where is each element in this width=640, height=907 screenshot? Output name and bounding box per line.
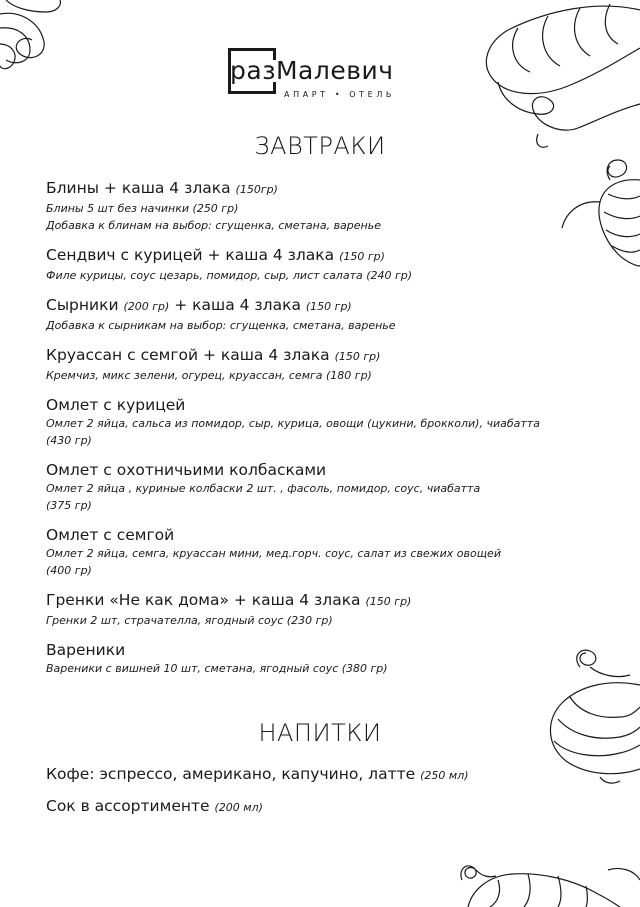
- item-desc: Филе курицы, соус цезарь, помидор, сыр, лист салата (240 гр): [46, 269, 413, 282]
- item-desc: Омлет 2 яйца, семга, круассан мини, мед.горч. соус, салат из свежих овощей: [46, 547, 501, 560]
- drink-item: [46, 765, 469, 783]
- menu-item: [46, 295, 621, 334]
- item-desc: Омлет 2 яйца , куриные колбаски 2 шт. , фасоль, помидор, соус, чиабатта: [46, 482, 481, 495]
- menu-item: [46, 345, 621, 384]
- logo-name: разМалевич: [230, 56, 394, 85]
- item-desc: Гренки 2 шт, страчателла, ягодный соус (230 гр): [46, 614, 333, 627]
- item-weight: (150 гр): [305, 300, 352, 313]
- menu-item: [46, 640, 621, 677]
- item-desc: (430 гр): [46, 434, 92, 447]
- item-desc: (375 гр): [46, 499, 92, 512]
- drink-volume: (200 мл): [214, 801, 263, 814]
- menu-item: [46, 460, 621, 514]
- item-weight: (150 гр): [339, 250, 385, 263]
- drinks-title: НАПИТКИ: [258, 719, 382, 747]
- item-name: Блины + каша 4 злака: [46, 179, 231, 197]
- breakfast-list: [46, 178, 621, 688]
- drink-name: Сок в ассортименте: [46, 797, 210, 815]
- croissant-top-right-icon: [478, 0, 640, 150]
- item-name: Гренки «Не как дома» + каша 4 злака: [46, 591, 361, 609]
- item-desc: Кремчиз, микс зелени, огурец, круассан, семга (180 гр): [46, 369, 372, 382]
- drink-item: [46, 797, 263, 815]
- item-weight-inline: (200 гр): [123, 300, 170, 313]
- croissant-bottom-right-icon: [458, 840, 640, 907]
- item-name: Омлет с охотничьими колбасками: [46, 461, 327, 479]
- breakfast-title: ЗАВТРАКИ: [254, 132, 386, 160]
- item-weight: (150гр): [235, 183, 278, 196]
- menu-item: [46, 395, 621, 449]
- logo-subtitle: АПАРТ • ОТЕЛЬ: [284, 90, 396, 99]
- menu-item: [46, 178, 621, 234]
- menu-item: [46, 525, 621, 579]
- item-desc: Добавка к блинам на выбор: сгущенка, сметана, варенье: [46, 219, 381, 232]
- item-name: Омлет с курицей: [46, 396, 186, 414]
- item-desc: Омлет 2 яйца, сальса из помидор, сыр, курица, овощи (цукини, брокколи), чиабатта: [46, 417, 540, 430]
- item-desc: Добавка к сырникам на выбор: сгущенка, сметана, варенье: [46, 319, 396, 332]
- croissant-top-left-icon: [0, 0, 70, 80]
- item-name-extra: + каша 4 злака: [174, 296, 301, 314]
- item-desc: Вареники с вишней 10 шт, сметана, ягодный соус (380 гр): [46, 662, 388, 675]
- logo: [224, 48, 424, 102]
- item-name: Вареники: [46, 641, 126, 659]
- item-name: Сырники: [46, 296, 119, 314]
- menu-item: [46, 245, 621, 284]
- item-weight: (150 гр): [334, 350, 381, 363]
- item-weight: (150 гр): [365, 595, 412, 608]
- drink-volume: (250 мл): [420, 769, 469, 782]
- drink-name: Кофе: эспрессо, американо, капучино, латте: [46, 765, 416, 783]
- item-name: Сендвич с курицей + каша 4 злака: [46, 246, 335, 264]
- item-name: Омлет с семгой: [46, 526, 175, 544]
- menu-item: [46, 590, 621, 629]
- item-name: Круассан с семгой + каша 4 злака: [46, 346, 330, 364]
- item-desc: Блины 5 шт без начинки (250 гр): [46, 202, 239, 215]
- item-desc: (400 гр): [46, 564, 92, 577]
